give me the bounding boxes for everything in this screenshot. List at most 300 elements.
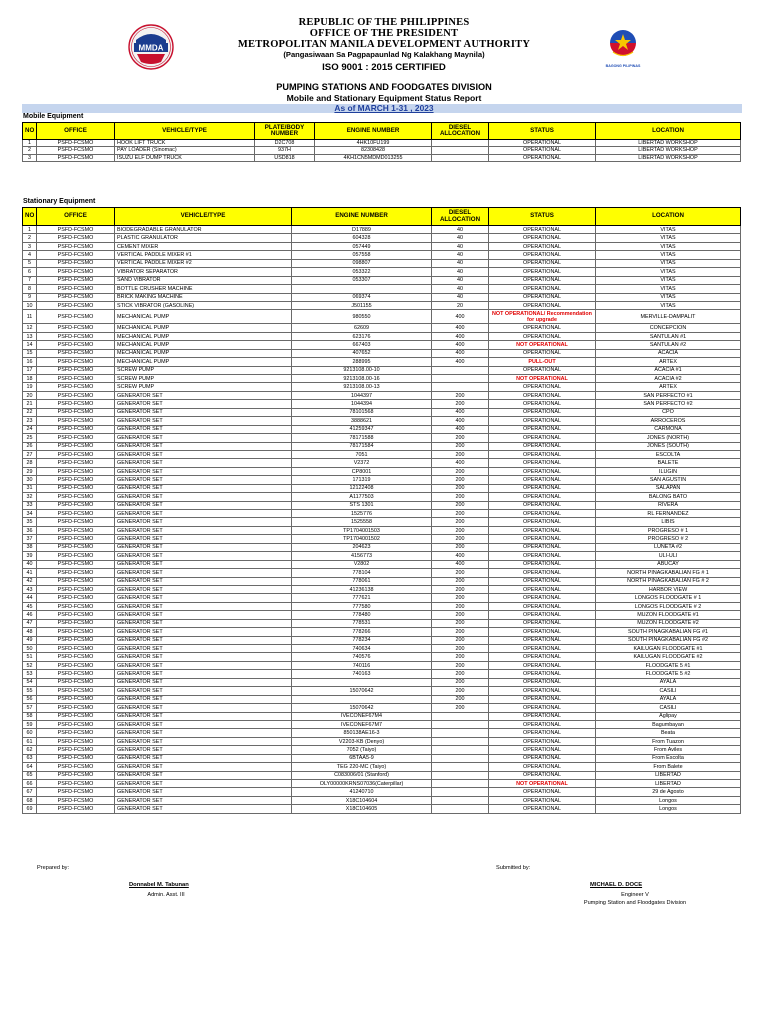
table-cell: PSFD-FCSMO bbox=[37, 754, 115, 762]
table-cell: PSFD-FCSMO bbox=[37, 695, 115, 703]
table-cell: OPERATIONAL bbox=[489, 619, 596, 627]
table-cell bbox=[432, 771, 489, 779]
table-cell: 58 bbox=[23, 712, 37, 720]
table-row bbox=[23, 569, 741, 577]
table-cell: From Escolta bbox=[596, 754, 741, 762]
table-row bbox=[23, 526, 741, 534]
table-cell: SAN PERFECTO #2 bbox=[596, 400, 741, 408]
table-cell: PSFD-FCSMO bbox=[37, 510, 115, 518]
table-cell: 200 bbox=[432, 628, 489, 636]
table-cell: 9 bbox=[23, 293, 37, 301]
col-header: VEHICLE/TYPE bbox=[115, 123, 255, 140]
table-cell: PSFD-FCSMO bbox=[37, 526, 115, 534]
table-cell: 400 bbox=[432, 408, 489, 416]
table-cell: 15070642 bbox=[292, 704, 432, 712]
table-cell: PSFD-FCSMO bbox=[37, 653, 115, 661]
col-header: ENGINE NUMBER bbox=[315, 123, 432, 140]
table-cell: PSFD-FCSMO bbox=[37, 459, 115, 467]
col-header: DIESEL ALLOCATION bbox=[432, 208, 489, 226]
table-cell: OPERATIONAL bbox=[489, 645, 596, 653]
table-row bbox=[23, 400, 741, 408]
table-cell: PSFD-FCSMO bbox=[37, 251, 115, 259]
table-row bbox=[23, 140, 741, 147]
table-cell: 40 bbox=[432, 276, 489, 284]
table-cell: MUZON FLOODGATE #2 bbox=[596, 619, 741, 627]
table-cell: OPERATIONAL bbox=[489, 788, 596, 796]
table-cell: 400 bbox=[432, 324, 489, 332]
table-cell: 400 bbox=[432, 349, 489, 357]
table-cell: V2372 bbox=[292, 459, 432, 467]
table-cell: SANTULAN #1 bbox=[596, 332, 741, 340]
table-cell: TEG 220-MC (Taiyo) bbox=[292, 763, 432, 771]
table-cell: 740116 bbox=[292, 661, 432, 669]
table-cell: GENERATOR SET bbox=[115, 484, 292, 492]
table-cell: 45 bbox=[23, 602, 37, 610]
table-cell: 400 bbox=[432, 459, 489, 467]
table-cell: GENERATOR SET bbox=[115, 687, 292, 695]
table-cell: 41240710 bbox=[292, 788, 432, 796]
letterhead bbox=[180, 17, 588, 74]
table-cell: STS 1301 bbox=[292, 501, 432, 509]
table-row bbox=[23, 645, 741, 653]
table-cell: ARTEX bbox=[596, 383, 741, 391]
table-cell: ABUCAY bbox=[596, 560, 741, 568]
stationary-equipment-table bbox=[22, 207, 741, 814]
table-cell: 200 bbox=[432, 450, 489, 458]
table-cell: OPERATIONAL bbox=[489, 510, 596, 518]
table-cell: MUZON FLOODGATE #1 bbox=[596, 611, 741, 619]
table-cell: GENERATOR SET bbox=[115, 763, 292, 771]
table-cell: 777621 bbox=[292, 594, 432, 602]
table-cell: PSFD-FCSMO bbox=[37, 140, 115, 147]
table-cell: VITAS bbox=[596, 293, 741, 301]
table-cell: 35 bbox=[23, 518, 37, 526]
table-cell: GENERATOR SET bbox=[115, 653, 292, 661]
table-cell: 778531 bbox=[292, 619, 432, 627]
table-cell: GENERATOR SET bbox=[115, 754, 292, 762]
table-cell: 40 bbox=[432, 259, 489, 267]
table-cell: 1525558 bbox=[292, 518, 432, 526]
table-cell: GENERATOR SET bbox=[115, 476, 292, 484]
table-cell: ACACIA #1 bbox=[596, 366, 741, 374]
table-cell: 46 bbox=[23, 611, 37, 619]
table-cell: VITAS bbox=[596, 234, 741, 242]
table-cell: OPERATIONAL bbox=[489, 746, 596, 754]
table-row bbox=[23, 543, 741, 551]
table-cell: OPERATIONAL bbox=[489, 526, 596, 534]
table-cell: OPERATIONAL bbox=[489, 383, 596, 391]
table-cell: OPERATIONAL bbox=[489, 349, 596, 357]
table-cell: LIBERTAD bbox=[596, 771, 741, 779]
table-cell: 2 bbox=[23, 147, 37, 154]
report-title: Mobile and Stationary Equipment Status Report bbox=[286, 93, 482, 103]
table-cell: 200 bbox=[432, 467, 489, 475]
table-cell bbox=[432, 763, 489, 771]
table-cell: 200 bbox=[432, 484, 489, 492]
table-cell: PSFD-FCSMO bbox=[37, 434, 115, 442]
table-cell: 40 bbox=[432, 285, 489, 293]
table-row bbox=[23, 310, 741, 324]
table-cell: GENERATOR SET bbox=[115, 729, 292, 737]
table-cell: A1177503 bbox=[292, 493, 432, 501]
table-cell: 4156773 bbox=[292, 552, 432, 560]
table-cell: FLOODGATE 5 #1 bbox=[596, 661, 741, 669]
prepared-by-label: Prepared by: bbox=[37, 865, 70, 871]
table-cell: CASILI bbox=[596, 687, 741, 695]
table-cell: PSFD-FCSMO bbox=[37, 332, 115, 340]
table-cell: GENERATOR SET bbox=[115, 780, 292, 788]
table-cell: OPERATIONAL bbox=[489, 501, 596, 509]
table-cell bbox=[432, 154, 489, 161]
table-cell: PSFD-FCSMO bbox=[37, 154, 115, 161]
table-cell: VERTICAL PADDLE MIXER #2 bbox=[115, 259, 292, 267]
table-cell: 12 bbox=[23, 324, 37, 332]
table-cell: 32 bbox=[23, 493, 37, 501]
table-cell: OPERATIONAL bbox=[489, 577, 596, 585]
table-cell: OPERATIONAL bbox=[489, 737, 596, 745]
table-cell: PSFD-FCSMO bbox=[37, 780, 115, 788]
table-cell: LIBIS bbox=[596, 518, 741, 526]
table-row bbox=[23, 425, 741, 433]
table-cell: 200 bbox=[432, 636, 489, 644]
table-cell: LIBERTAD WORKSHOP bbox=[596, 154, 741, 161]
table-cell: PSFD-FCSMO bbox=[37, 771, 115, 779]
table-cell: PSFD-FCSMO bbox=[37, 628, 115, 636]
table-cell: PSFD-FCSMO bbox=[37, 518, 115, 526]
mobile-header-row bbox=[23, 123, 741, 140]
table-cell: 200 bbox=[432, 391, 489, 399]
table-cell bbox=[432, 140, 489, 147]
table-cell: OPERATIONAL bbox=[489, 661, 596, 669]
table-cell: VERTICAL PADDLE MIXER #1 bbox=[115, 251, 292, 259]
table-cell: 40 bbox=[432, 293, 489, 301]
table-cell: TP1704001502 bbox=[292, 535, 432, 543]
table-cell: 40 bbox=[432, 268, 489, 276]
table-row bbox=[23, 450, 741, 458]
table-cell: BALONG BATO bbox=[596, 493, 741, 501]
table-cell: 40 bbox=[23, 560, 37, 568]
table-cell: NOT OPERATIONAL bbox=[489, 341, 596, 349]
table-cell: GENERATOR SET bbox=[115, 450, 292, 458]
table-cell: V2203-KB (Denyo) bbox=[292, 737, 432, 745]
prepared-by-position: Admin. Asst. III bbox=[147, 892, 185, 898]
table-cell: GENERATOR SET bbox=[115, 442, 292, 450]
col-header: LOCATION bbox=[596, 123, 741, 140]
table-cell: SALAPAN bbox=[596, 484, 741, 492]
table-cell: Longos bbox=[596, 805, 741, 813]
table-cell: D17889 bbox=[292, 226, 432, 234]
table-cell: ULI-ULI bbox=[596, 552, 741, 560]
submitted-by-name: MICHAEL D. DOCE bbox=[590, 882, 643, 888]
table-cell: 6 bbox=[23, 268, 37, 276]
table-row bbox=[23, 442, 741, 450]
table-cell: OPERATIONAL bbox=[489, 678, 596, 686]
table-cell: 16 bbox=[23, 358, 37, 366]
table-row bbox=[23, 366, 741, 374]
col-header: OFFICE bbox=[37, 123, 115, 140]
table-cell: PSFD-FCSMO bbox=[37, 729, 115, 737]
table-cell: 38 bbox=[23, 543, 37, 551]
table-cell bbox=[432, 805, 489, 813]
mobile-section-label: Mobile Equipment bbox=[23, 113, 84, 120]
table-cell: PSFD-FCSMO bbox=[37, 442, 115, 450]
table-cell: 82308428 bbox=[315, 147, 432, 154]
table-cell: 27 bbox=[23, 450, 37, 458]
table-cell: 62609 bbox=[292, 324, 432, 332]
table-cell: 44 bbox=[23, 594, 37, 602]
table-cell: GENERATOR SET bbox=[115, 737, 292, 745]
table-cell: From Balete bbox=[596, 763, 741, 771]
table-cell: 14 bbox=[23, 341, 37, 349]
table-cell: GENERATOR SET bbox=[115, 526, 292, 534]
table-cell: NORTH PINAGKABALIAN FG # 1 bbox=[596, 569, 741, 577]
table-cell: CONCEPCION bbox=[596, 324, 741, 332]
table-cell: 4 bbox=[23, 251, 37, 259]
table-cell: ESCOLTA bbox=[596, 450, 741, 458]
table-cell: OPERATIONAL bbox=[489, 729, 596, 737]
bagong-pilipinas-logo bbox=[603, 26, 643, 70]
table-row bbox=[23, 301, 741, 309]
table-cell: 41236138 bbox=[292, 585, 432, 593]
table-cell: GENERATOR SET bbox=[115, 645, 292, 653]
submitted-by-division: Pumping Station and Floodgates Division bbox=[583, 900, 687, 906]
svg-text:BAGONG PILIPINAS: BAGONG PILIPINAS bbox=[605, 64, 641, 68]
table-row bbox=[23, 704, 741, 712]
table-cell: ARTEX bbox=[596, 358, 741, 366]
table-cell: PSFD-FCSMO bbox=[37, 661, 115, 669]
table-cell: 68 bbox=[23, 796, 37, 804]
table-cell: VITAS bbox=[596, 251, 741, 259]
table-cell: OPERATIONAL bbox=[489, 285, 596, 293]
table-row bbox=[23, 147, 741, 154]
table-cell: PSFD-FCSMO bbox=[37, 276, 115, 284]
table-cell: GENERATOR SET bbox=[115, 704, 292, 712]
table-cell: 40 bbox=[432, 234, 489, 242]
table-cell: 25 bbox=[23, 434, 37, 442]
table-cell: PAY LOADER (Sinomac) bbox=[115, 147, 255, 154]
table-cell: PROGRESO # 2 bbox=[596, 535, 741, 543]
as-of-date: As of MARCH 1-31 , 2023 bbox=[334, 103, 434, 113]
table-cell: 057449 bbox=[292, 242, 432, 250]
table-cell: OLY00000KRNS07036(Caterpillar) bbox=[292, 780, 432, 788]
table-cell: 604328 bbox=[292, 234, 432, 242]
table-cell: OPERATIONAL bbox=[489, 552, 596, 560]
table-cell: 29 de Agosto bbox=[596, 788, 741, 796]
table-cell: D2C708 bbox=[255, 140, 315, 147]
table-cell: 400 bbox=[432, 332, 489, 340]
table-cell: 18 bbox=[23, 375, 37, 383]
table-row bbox=[23, 484, 741, 492]
table-cell: PSFD-FCSMO bbox=[37, 417, 115, 425]
table-cell: OPERATIONAL bbox=[489, 670, 596, 678]
table-cell: MECHANICAL PUMP bbox=[115, 324, 292, 332]
table-cell: 057558 bbox=[292, 251, 432, 259]
table-cell: SCREW PUMP bbox=[115, 375, 292, 383]
table-cell: SANTULAN #2 bbox=[596, 341, 741, 349]
table-cell: 200 bbox=[432, 704, 489, 712]
table-cell: OPERATIONAL bbox=[489, 276, 596, 284]
table-cell: PSFD-FCSMO bbox=[37, 636, 115, 644]
table-cell: KAILUGAN FLOODGATE #2 bbox=[596, 653, 741, 661]
table-cell: 200 bbox=[432, 535, 489, 543]
table-cell: OPERATIONAL bbox=[489, 636, 596, 644]
table-cell: Longos bbox=[596, 796, 741, 804]
division-title: PUMPING STATIONS AND FOODGATES DIVISION bbox=[276, 82, 492, 92]
table-cell: OPERATIONAL bbox=[489, 417, 596, 425]
table-row bbox=[23, 746, 741, 754]
letterhead-office: OFFICE OF THE PRESIDENT bbox=[309, 28, 459, 39]
table-row bbox=[23, 737, 741, 745]
table-cell: OPERATIONAL bbox=[489, 569, 596, 577]
table-cell: GENERATOR SET bbox=[115, 585, 292, 593]
table-cell: 55 bbox=[23, 687, 37, 695]
submitted-by-label: Submitted by: bbox=[496, 865, 531, 871]
table-cell: 21 bbox=[23, 400, 37, 408]
table-cell: 41 bbox=[23, 569, 37, 577]
table-cell: PSFD-FCSMO bbox=[37, 366, 115, 374]
table-cell: 740576 bbox=[292, 653, 432, 661]
table-cell: VITAS bbox=[596, 242, 741, 250]
table-row bbox=[23, 434, 741, 442]
table-cell: PSFD-FCSMO bbox=[37, 341, 115, 349]
table-cell: PSFD-FCSMO bbox=[37, 788, 115, 796]
table-cell bbox=[432, 746, 489, 754]
table-row bbox=[23, 251, 741, 259]
table-row bbox=[23, 552, 741, 560]
table-cell: SCREW PUMP bbox=[115, 383, 292, 391]
table-cell: PSFD-FCSMO bbox=[37, 670, 115, 678]
table-row bbox=[23, 653, 741, 661]
table-cell: 200 bbox=[432, 661, 489, 669]
table-cell: GENERATOR SET bbox=[115, 796, 292, 804]
table-cell: STICK VIBRATOR (GASOLINE) bbox=[115, 301, 292, 309]
table-cell: 200 bbox=[432, 476, 489, 484]
table-cell: SAN AGUSTIN bbox=[596, 476, 741, 484]
table-cell: 053307 bbox=[292, 276, 432, 284]
table-cell: 2 bbox=[23, 234, 37, 242]
table-cell: GENERATOR SET bbox=[115, 391, 292, 399]
table-cell: 980550 bbox=[292, 310, 432, 324]
table-cell: VITAS bbox=[596, 301, 741, 309]
table-cell: 9213108.00-16 bbox=[292, 375, 432, 383]
table-row bbox=[23, 771, 741, 779]
table-cell: BOTTLE CRUSHER MACHINE bbox=[115, 285, 292, 293]
table-cell bbox=[432, 366, 489, 374]
table-cell: OPERATIONAL bbox=[489, 140, 596, 147]
table-row bbox=[23, 510, 741, 518]
table-cell: 740634 bbox=[292, 645, 432, 653]
table-cell: RL FERNANDEZ bbox=[596, 510, 741, 518]
table-row bbox=[23, 636, 741, 644]
table-cell: PSFD-FCSMO bbox=[37, 234, 115, 242]
col-header: STATUS bbox=[489, 208, 596, 226]
table-cell: SOUTH PINAGKABALIAN FG #1 bbox=[596, 628, 741, 636]
table-cell: SOUTH PINAGKABALIAN FG #2 bbox=[596, 636, 741, 644]
table-cell: 200 bbox=[432, 543, 489, 551]
table-row bbox=[23, 476, 741, 484]
table-cell: BRICK MAKING MACHINE bbox=[115, 293, 292, 301]
table-cell: 200 bbox=[432, 526, 489, 534]
table-cell: OPERATIONAL bbox=[489, 366, 596, 374]
table-cell: ILUGIN bbox=[596, 467, 741, 475]
table-cell: JONES (NORTH) bbox=[596, 434, 741, 442]
table-cell: 778480 bbox=[292, 611, 432, 619]
table-cell: GENERATOR SET bbox=[115, 661, 292, 669]
table-cell: GENERATOR SET bbox=[115, 434, 292, 442]
table-cell: 42 bbox=[23, 577, 37, 585]
mmda-logo bbox=[128, 24, 174, 70]
mobile-equipment-table bbox=[22, 122, 741, 162]
table-cell: 850138AE16-3 bbox=[292, 729, 432, 737]
table-cell: OPERATIONAL bbox=[489, 594, 596, 602]
table-row bbox=[23, 780, 741, 788]
table-cell: C083006/01 (Stanford) bbox=[292, 771, 432, 779]
table-cell: OPERATIONAL bbox=[489, 400, 596, 408]
table-row bbox=[23, 276, 741, 284]
table-cell: SAND VIBRATOR bbox=[115, 276, 292, 284]
col-header: LOCATION bbox=[596, 208, 741, 226]
table-cell: OPERATIONAL bbox=[489, 720, 596, 728]
table-cell: 667403 bbox=[292, 341, 432, 349]
table-row bbox=[23, 729, 741, 737]
table-cell: OPERATIONAL bbox=[489, 628, 596, 636]
table-cell: PSFD-FCSMO bbox=[37, 796, 115, 804]
table-cell: 10 bbox=[23, 301, 37, 309]
table-cell: PSFD-FCSMO bbox=[37, 712, 115, 720]
table-cell: 78101568 bbox=[292, 408, 432, 416]
table-cell bbox=[292, 285, 432, 293]
table-cell: OPERATIONAL bbox=[489, 293, 596, 301]
table-row bbox=[23, 628, 741, 636]
table-cell: 63 bbox=[23, 754, 37, 762]
table-cell: GENERATOR SET bbox=[115, 400, 292, 408]
table-row bbox=[23, 577, 741, 585]
table-cell: 5 bbox=[23, 259, 37, 267]
table-cell: OPERATIONAL bbox=[489, 712, 596, 720]
table-cell: 78171588 bbox=[292, 434, 432, 442]
col-header: VEHICLE/TYPE bbox=[115, 208, 292, 226]
table-cell: OPERATIONAL bbox=[489, 226, 596, 234]
table-cell: 61 bbox=[23, 737, 37, 745]
table-cell: PSFD-FCSMO bbox=[37, 147, 115, 154]
table-cell: 200 bbox=[432, 400, 489, 408]
table-cell: GENERATOR SET bbox=[115, 501, 292, 509]
table-cell: 34 bbox=[23, 510, 37, 518]
table-cell: 200 bbox=[432, 678, 489, 686]
table-cell: 778266 bbox=[292, 628, 432, 636]
col-header: NO bbox=[23, 123, 37, 140]
table-cell: OPERATIONAL bbox=[489, 535, 596, 543]
table-cell: OPERATIONAL bbox=[489, 543, 596, 551]
table-cell: OPERATIONAL bbox=[489, 771, 596, 779]
table-cell: PSFD-FCSMO bbox=[37, 720, 115, 728]
table-cell: GENERATOR SET bbox=[115, 746, 292, 754]
table-cell: 200 bbox=[432, 434, 489, 442]
col-header: NO bbox=[23, 208, 37, 226]
table-cell: 778234 bbox=[292, 636, 432, 644]
table-cell: OPERATIONAL bbox=[489, 234, 596, 242]
table-row bbox=[23, 154, 741, 161]
table-row bbox=[23, 234, 741, 242]
table-cell: 200 bbox=[432, 442, 489, 450]
table-cell: PSFD-FCSMO bbox=[37, 577, 115, 585]
table-cell: 19 bbox=[23, 383, 37, 391]
table-cell: 40 bbox=[432, 242, 489, 250]
table-cell: OPERATIONAL bbox=[489, 442, 596, 450]
table-cell: 3 bbox=[23, 242, 37, 250]
table-row bbox=[23, 459, 741, 467]
table-cell: CPO bbox=[596, 408, 741, 416]
